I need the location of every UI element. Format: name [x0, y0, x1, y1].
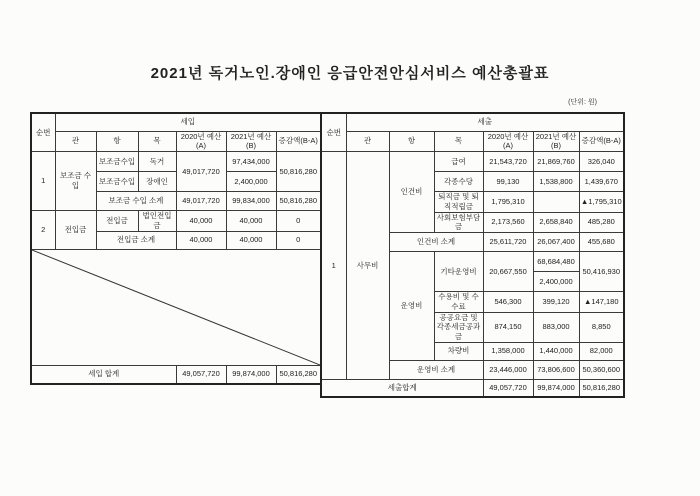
- revenue-mok-disabled: 장애인: [138, 172, 176, 192]
- revenue-header-row-2: [31, 131, 321, 152]
- vehicle-2020: 1,358,000: [483, 342, 533, 360]
- revenue-hang-transfer: 전입금: [96, 211, 138, 232]
- expenditure-section-header: 세출: [346, 113, 624, 131]
- vehicle-2021: 1,440,000: [533, 342, 579, 360]
- allowances-2020: 99,130: [483, 172, 533, 192]
- expenditure-col-seq: 순번: [321, 113, 346, 152]
- revenue-header-row-1: [31, 113, 321, 131]
- expenditure-col-hang: 항: [389, 131, 434, 152]
- revenue-col-mok: 목: [138, 131, 176, 152]
- personnel-subtotal-2020: 25,611,720: [483, 233, 533, 252]
- unit-label: (단위: 원): [568, 99, 597, 106]
- revenue-total-label: 세입 합계: [31, 365, 176, 384]
- social-insurance-diff: 485,280: [579, 212, 624, 233]
- table-row: [31, 211, 321, 232]
- table-row: [321, 379, 624, 397]
- revenue-table: [30, 112, 322, 385]
- empty-strikethrough-cell: [31, 249, 321, 365]
- salary-2020: 21,543,720: [483, 152, 533, 172]
- expenditure-total-label: 세출합계: [321, 379, 483, 397]
- expenditure-total-diff: 50,816,280: [579, 379, 624, 397]
- salary-diff: 326,040: [579, 152, 624, 172]
- fees-2021: 399,120: [533, 292, 579, 313]
- misc-operating-2020: 20,667,550: [483, 252, 533, 292]
- utilities-diff: 8,850: [579, 312, 624, 342]
- allowances-diff: 1,439,670: [579, 172, 624, 192]
- revenue-subsidy-2020: 49,017,720: [176, 152, 226, 192]
- expenditure-col-gwan: 관: [346, 131, 389, 152]
- expenditure-mok-vehicle: 차량비: [434, 342, 483, 360]
- utilities-2020: 874,150: [483, 312, 533, 342]
- expenditure-gwan-office: 사무비: [346, 152, 389, 380]
- table-row: [31, 249, 321, 365]
- operating-subtotal-2020: 23,446,000: [483, 360, 533, 379]
- social-insurance-2021: 2,658,840: [533, 212, 579, 233]
- revenue-transfer-subtotal-diff: 0: [276, 231, 321, 249]
- expenditure-header-row-1: [321, 113, 624, 131]
- table-row: [31, 365, 321, 384]
- revenue-section-header: 세입: [55, 113, 321, 131]
- revenue-gwan-transfer: 전입금: [55, 211, 96, 250]
- operating-subtotal-2021: 73,806,600: [533, 360, 579, 379]
- revenue-hang-subsidy: 보조금수입: [96, 152, 138, 172]
- fees-diff: ▲147,180: [579, 292, 624, 313]
- revenue-transfer-subtotal-2021: 40,000: [226, 231, 276, 249]
- expenditure-table: [320, 112, 625, 398]
- revenue-gwan-subsidy: 보조금 수입: [55, 152, 96, 211]
- expenditure-col-budget-2021: 2021년 예산 (B): [533, 131, 579, 152]
- misc-operating-2021-line1: 68,684,480: [533, 252, 579, 272]
- expenditure-col-diff: 증감액(B-A): [579, 131, 624, 152]
- expenditure-header-row-2: [321, 131, 624, 152]
- revenue-transfer-2021: 40,000: [226, 211, 276, 232]
- severance-2020: 1,795,310: [483, 192, 533, 213]
- revenue-transfer-subtotal-2020: 40,000: [176, 231, 226, 249]
- expenditure-total-2020: 49,057,720: [483, 379, 533, 397]
- operating-subtotal-diff: 50,360,600: [579, 360, 624, 379]
- revenue-seq-2: 2: [31, 211, 55, 250]
- expenditure-col-mok: 목: [434, 131, 483, 152]
- revenue-subsidy-subtotal-2020: 49,017,720: [176, 192, 226, 211]
- expenditure-mok-social-insurance: 사회보험부담금: [434, 212, 483, 233]
- revenue-subsidy-subtotal-diff: 50,816,280: [276, 192, 321, 211]
- revenue-col-diff: 증감액(B-A): [276, 131, 321, 152]
- operating-subtotal-label: 운영비 소계: [389, 360, 483, 379]
- revenue-col-hang: 항: [96, 131, 138, 152]
- personnel-subtotal-2021: 26,067,400: [533, 233, 579, 252]
- expenditure-mok-fees: 수용비 및 수수료: [434, 292, 483, 313]
- expenditure-hang-operating: 운영비: [389, 252, 434, 361]
- vehicle-diff: 82,000: [579, 342, 624, 360]
- severance-diff: ▲1,795,310: [579, 192, 624, 213]
- revenue-disabled-2021: 2,400,000: [226, 172, 276, 192]
- expenditure-seq-1: 1: [321, 152, 346, 380]
- revenue-seq-1: 1: [31, 152, 55, 211]
- revenue-col-seq: 순번: [31, 113, 55, 152]
- diagonal-line: [32, 250, 320, 365]
- utilities-2021: 883,000: [533, 312, 579, 342]
- revenue-mok-elderly: 독거: [138, 152, 176, 172]
- revenue-col-budget-2020: 2020년 예산(A): [176, 131, 226, 152]
- expenditure-col-budget-2020: 2020년 예산 (A): [483, 131, 533, 152]
- revenue-col-gwan: 관: [55, 131, 96, 152]
- revenue-subsidy-subtotal-label: 보조금 수입 소계: [96, 192, 176, 211]
- revenue-total-2021: 99,874,000: [226, 365, 276, 384]
- personnel-subtotal-label: 인건비 소계: [389, 233, 483, 252]
- table-row: [31, 152, 321, 172]
- allowances-2021: 1,538,800: [533, 172, 579, 192]
- expenditure-mok-severance: 퇴직금 및 퇴직적립금: [434, 192, 483, 213]
- salary-2021: 21,869,760: [533, 152, 579, 172]
- personnel-subtotal-diff: 455,680: [579, 233, 624, 252]
- revenue-total-diff: 50,816,280: [276, 365, 321, 384]
- revenue-transfer-subtotal-label: 전입금 소계: [96, 231, 176, 249]
- revenue-elderly-2021: 97,434,000: [226, 152, 276, 172]
- expenditure-mok-salary: 급여: [434, 152, 483, 172]
- expenditure-mok-allowances: 각종수당: [434, 172, 483, 192]
- expenditure-hang-personnel: 인건비: [389, 152, 434, 233]
- revenue-transfer-2020: 40,000: [176, 211, 226, 232]
- expenditure-mok-misc-operating: 기타운영비: [434, 252, 483, 292]
- table-row: [321, 152, 624, 172]
- revenue-mok-corp-transfer: 법인전입금: [138, 211, 176, 232]
- budget-tables: [30, 112, 625, 398]
- misc-operating-2021-line2: 2,400,000: [533, 272, 579, 292]
- misc-operating-diff: 50,416,930: [579, 252, 624, 292]
- revenue-transfer-diff: 0: [276, 211, 321, 232]
- revenue-subsidy-diff: 50,816,280: [276, 152, 321, 192]
- revenue-col-budget-2021: 2021년 예산(B): [226, 131, 276, 152]
- expenditure-total-2021: 99,874,000: [533, 379, 579, 397]
- severance-2021: [533, 192, 579, 213]
- revenue-hang-subsidy-2: 보조금수입: [96, 172, 138, 192]
- page-title: 2021년 독거노인.장애인 응급안전안심서비스 예산총괄표: [150, 65, 550, 82]
- expenditure-mok-utilities: 공공요금 및 각종세금공과금: [434, 312, 483, 342]
- revenue-total-2020: 49,057,720: [176, 365, 226, 384]
- fees-2020: 546,300: [483, 292, 533, 313]
- revenue-subsidy-subtotal-2021: 99,834,000: [226, 192, 276, 211]
- social-insurance-2020: 2,173,560: [483, 212, 533, 233]
